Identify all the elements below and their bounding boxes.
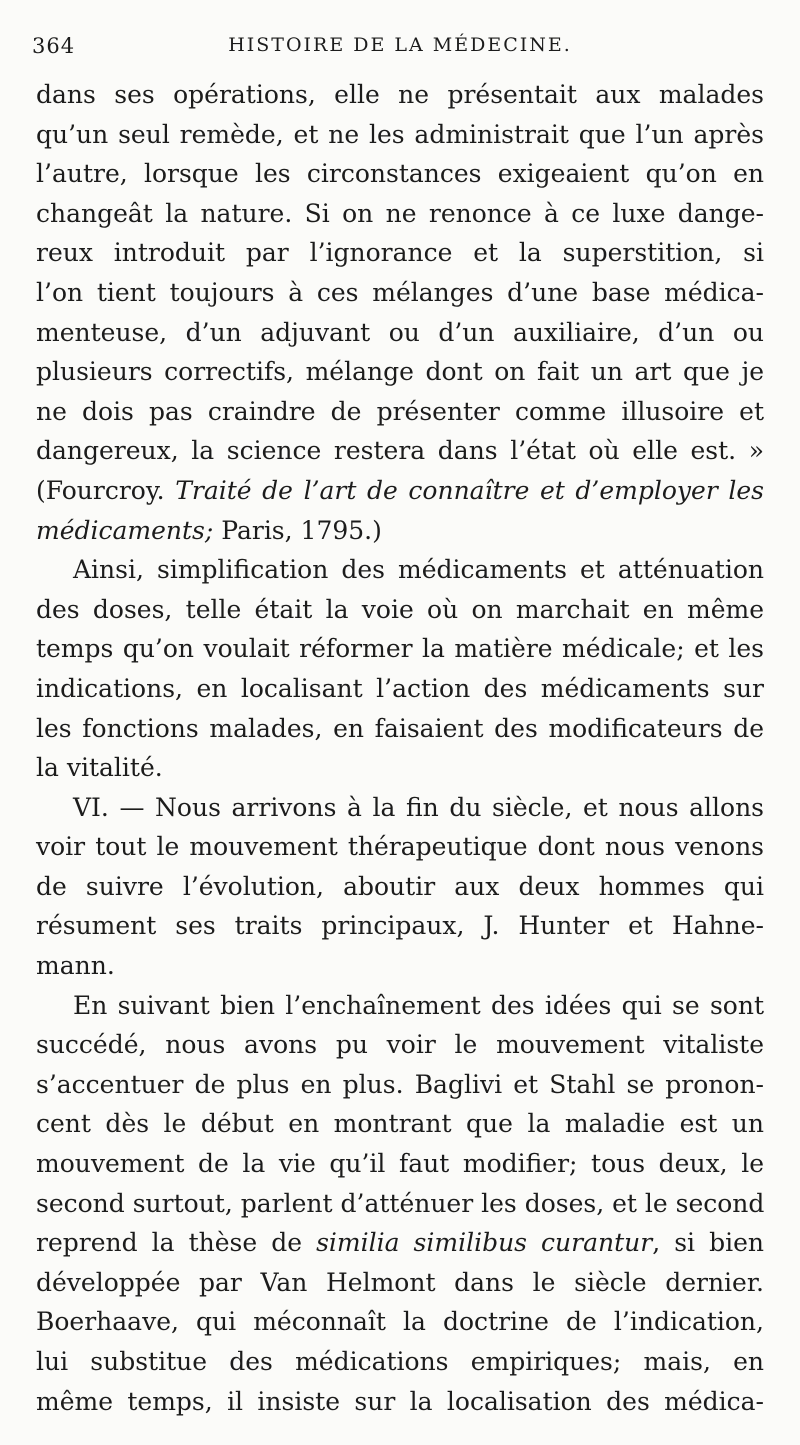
text-segment: qu’un seul remède, et ne les administrait que l’un après [36,119,764,149]
text-line [36,709,764,749]
text-line [36,273,764,313]
italic-segment: Traité de l’art de connaître et d’employer les [175,475,764,505]
body-text [36,75,764,1421]
text-segment: changeât la nature. Si on ne renonce à ce luxe dange- [36,198,764,228]
text-segment: second surtout, parlent d’atténuer les doses, et le second [36,1188,765,1218]
text-segment: Boerhaave, qui méconnaît la doctrine de l’indication, [36,1307,764,1337]
text-segment: voir tout le mouvement thérapeutique dont nous venons [36,832,764,862]
text-segment: reux introduit par l’ignorance et la superstition, si [36,238,764,268]
text-line [36,788,764,828]
text-segment: s’accentuer de plus en plus. Baglivi et Stahl se pronon- [36,1069,764,1099]
text-line [36,392,764,432]
text-line [36,1104,764,1144]
text-segment: ne dois pas craindre de présenter comme illusoire et [36,396,764,426]
text-segment: cent dès le début en montrant que la maladie est un [36,1109,764,1139]
text-line [36,867,764,907]
text-line [36,986,764,1026]
text-line [36,1382,764,1422]
text-segment: dangereux, la science restera dans l’état où elle est. » [36,436,764,466]
text-segment: Ainsi, simplification des médicaments et atténuation [73,555,764,585]
text-line [36,669,764,709]
text-segment: résument ses traits principaux, J. Hunter et Hahne- [36,911,764,941]
text-line [36,313,764,353]
italic-segment: médicaments; [36,515,214,545]
text-line [36,431,764,471]
text-line [36,906,764,946]
text-segment: Paris, 1795.) [213,515,382,545]
text-segment: reprend la thèse de [36,1228,317,1258]
text-segment: menteuse, d’un adjuvant ou d’un auxiliaire, d’un ou [36,317,764,347]
text-segment: les fonctions malades, en faisaient des modificateurs de [36,713,764,743]
text-segment: des doses, telle était la voie où on marchait en même [36,594,764,624]
text-line [36,352,764,392]
text-segment: , si bien [652,1228,764,1258]
text-line [36,748,764,788]
text-line [36,1342,764,1382]
text-line [36,511,764,551]
page-number: 364 [32,34,76,58]
text-line [36,1263,764,1303]
text-line [36,75,764,115]
text-segment: de suivre l’évolution, aboutir aux deux hommes qui [36,871,764,901]
text-line [36,550,764,590]
text-line [36,827,764,867]
text-segment: l’autre, lorsque les circonstances exigeaient qu’on en [36,159,764,189]
text-segment: succédé, nous avons pu voir le mouvement vitaliste [36,1030,764,1060]
text-line [36,1065,764,1105]
text-segment: plusieurs correctifs, mélange dont on fait un art que je [36,357,764,387]
text-segment: développée par Van Helmont dans le siècle dernier. [36,1267,764,1297]
text-line [36,629,764,669]
text-segment: la vitalité. [36,753,163,783]
text-line [36,590,764,630]
text-line [36,154,764,194]
text-line [36,233,764,273]
text-segment: lui substitue des médications empiriques; mais, en [36,1347,764,1376]
text-segment: mann. [36,951,115,981]
page-header [30,28,770,64]
text-line [36,1184,764,1224]
text-segment: (Fourcroy. [36,475,176,505]
text-line [36,1302,764,1342]
text-segment: même temps, il insiste sur la localisation des médica- [36,1386,764,1416]
text-line [36,946,764,986]
text-line [36,471,764,511]
text-segment: dans ses opérations, elle ne présentait aux malades [36,80,764,109]
text-line [36,115,764,155]
text-segment: VI. — Nous arrivons à la fin du siècle, et nous allons [73,792,764,822]
running-title: HISTOIRE DE LA MÉDECINE. [228,34,572,56]
text-line [36,1025,764,1065]
italic-segment: similia similibus curantur [316,1228,653,1258]
text-line [36,1223,764,1263]
text-line [36,1144,764,1184]
text-line [36,194,764,234]
text-segment: temps qu’on voulait réformer la matière médicale; et les [36,634,764,664]
text-segment: En suivant bien l’enchaînement des idées qui se sont [73,990,764,1020]
text-segment: l’on tient toujours à ces mélanges d’une base médica- [36,277,764,307]
text-segment: mouvement de la vie qu’il faut modifier; tous deux, le [36,1149,764,1179]
text-segment: indications, en localisant l’action des médicaments sur [36,673,764,703]
